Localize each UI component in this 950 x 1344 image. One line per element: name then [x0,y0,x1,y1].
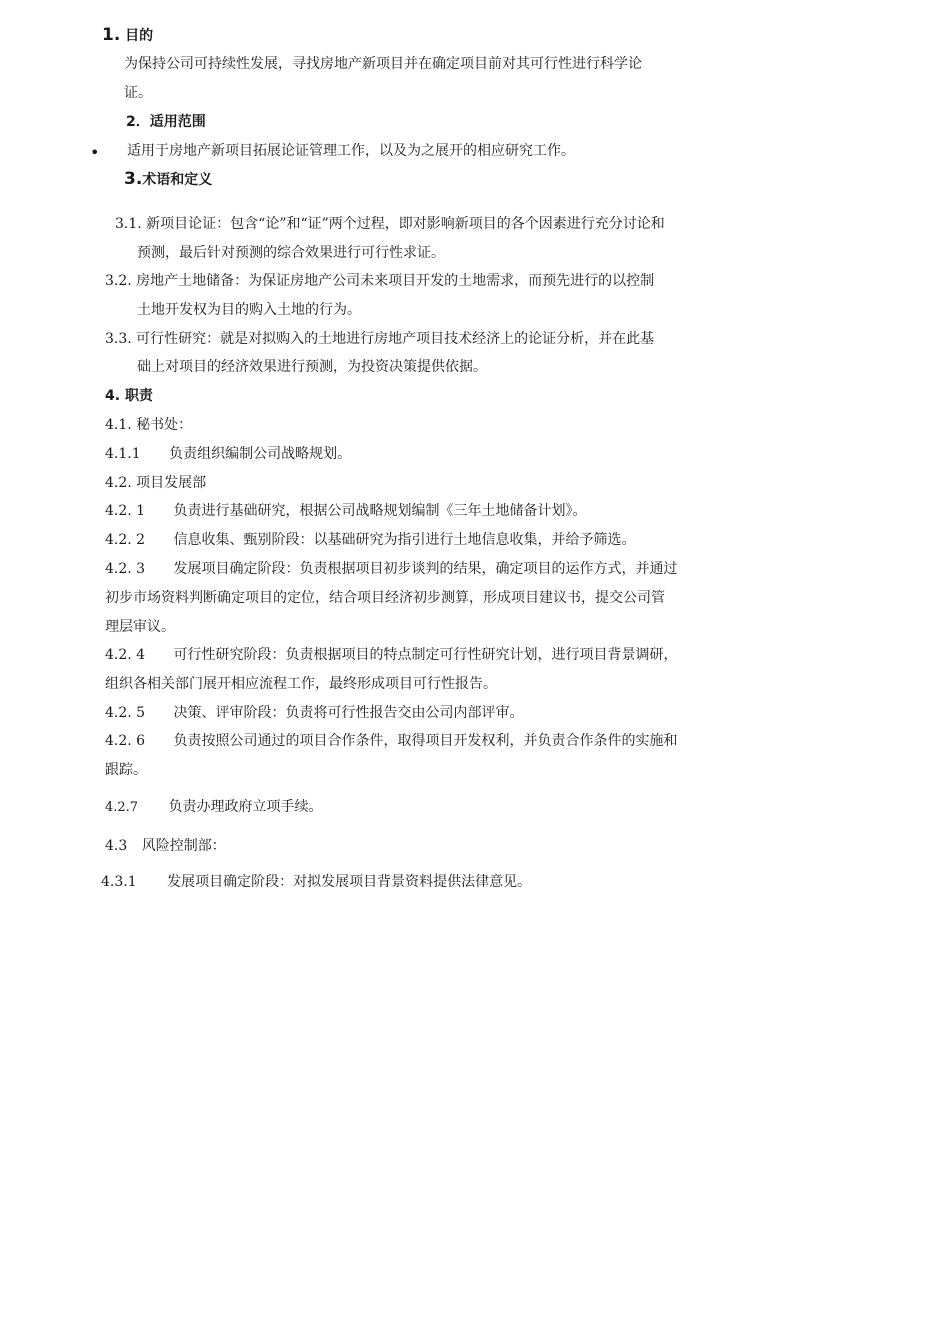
item-number: 4.2. 4 [105,647,146,663]
item-text: 可行性研究阶段：负责根据项目的特点制定可行性研究计划，进行项目背景调研， [173,647,678,663]
item-4-2-7 [105,798,323,817]
item-title: 风险控制部： [141,838,226,854]
item-4-2-1 [105,502,587,520]
item-4-2-4 [105,646,678,664]
section-2-heading: 2．适用范围 [126,114,206,130]
item-number: 4.1. [105,417,132,433]
item-4-2 [105,474,206,492]
item-number: 4.2. 1 [105,503,146,519]
item-4-1-1 [105,445,351,463]
item-number: 4.1.1 [105,446,141,462]
item-4-2-6-cont1: 跟踪。 [105,762,147,778]
item-4-2-5 [105,704,524,722]
item-4-2-2 [105,531,636,549]
item-text: 负责办理政府立项手续。 [168,799,323,815]
item-4-3 [105,837,226,855]
item-number: 4.2. [105,475,132,491]
term-number: 3.3. [105,331,132,347]
term-3-1-cont: 预测，最后针对预测的综合效果进行可行性求证。 [137,245,445,261]
item-number: 4.2. 6 [105,733,146,749]
section-4-title: 职责 [124,388,153,404]
section-3-number: 3. [124,169,143,189]
item-text: 负责按照公司通过的项目合作条件，取得项目开发权利，并负责合作条件的实施和 [173,733,678,749]
item-text: 负责进行基础研究，根据公司战略规划编制《三年土地储备计划》。 [173,503,587,519]
term-3-3 [105,330,654,348]
item-number: 4.2.7 [105,800,139,815]
term-3-3-cont: 础上对项目的经济效果进行预测，为投资决策提供依据。 [137,359,487,375]
section-1-body-line2: 证。 [124,85,152,101]
item-4-2-3 [105,560,678,578]
section-1-number: 1. [102,25,121,45]
term-text: 新项目论证：包含“论”和“证”两个过程，即对影响新项目的各个因素进行充分讨论和 [146,216,665,232]
bullet-icon: • [90,143,100,162]
section-1-heading [102,26,153,45]
item-4-2-3-cont2: 理层审议。 [105,619,175,635]
item-number: 4.3 [105,838,128,854]
section-3-title: 术语和定义 [142,172,213,188]
item-text: 负责组织编制公司战略规划。 [169,446,352,462]
item-number: 4.3.1 [101,874,137,890]
item-text: 决策、评审阶段：负责将可行性报告交由公司内部评审。 [173,705,524,721]
term-3-1 [115,215,665,233]
item-4-2-3-cont1: 初步市场资料判断确定项目的定位，结合项目经济初步测算，形成项目建议书，提交公司管 [105,590,665,606]
item-number: 4.2. 2 [105,532,146,548]
term-text: 可行性研究：就是对拟购入的土地进行房地产项目技术经济上的论证分析，并在此基 [136,331,655,347]
item-4-3-1 [101,873,531,891]
item-4-1 [105,416,192,434]
item-number: 4.2. 5 [105,705,146,721]
item-title: 项目发展部 [136,475,207,491]
item-4-2-6 [105,732,678,750]
section-1-title: 目的 [125,28,154,44]
item-text: 发展项目确定阶段：对拟发展项目背景资料提供法律意见。 [167,874,532,890]
section-4-number: 4. [105,388,121,404]
term-number: 3.1. [115,216,142,232]
term-3-2-cont: 土地开发权为目的购入土地的行为。 [137,302,361,318]
section-2-body: 适用于房地产新项目拓展论证管理工作，以及为之展开的相应研究工作。 [127,143,575,159]
term-3-2 [105,272,654,290]
item-number: 4.2. 3 [105,561,146,577]
item-title: 秘书处： [136,417,193,433]
term-number: 3.2. [105,273,132,289]
item-4-2-4-cont1: 组织各相关部门展开相应流程工作，最终形成项目可行性报告。 [105,676,497,692]
term-text: 房地产土地储备：为保证房地产公司未来项目开发的土地需求，而预先进行的以控制 [136,273,655,289]
item-text: 发展项目确定阶段：负责根据项目初步谈判的结果，确定项目的运作方式，并通过 [173,561,678,577]
section-3-heading [124,170,212,189]
section-1-body-line1: 为保持公司可持续性发展，寻找房地产新项目并在确定项目前对其可行性进行科学论 [124,56,642,72]
section-4-heading [105,387,153,405]
item-text: 信息收集、甄别阶段：以基础研究为指引进行土地信息收集，并给予筛选。 [173,532,636,548]
